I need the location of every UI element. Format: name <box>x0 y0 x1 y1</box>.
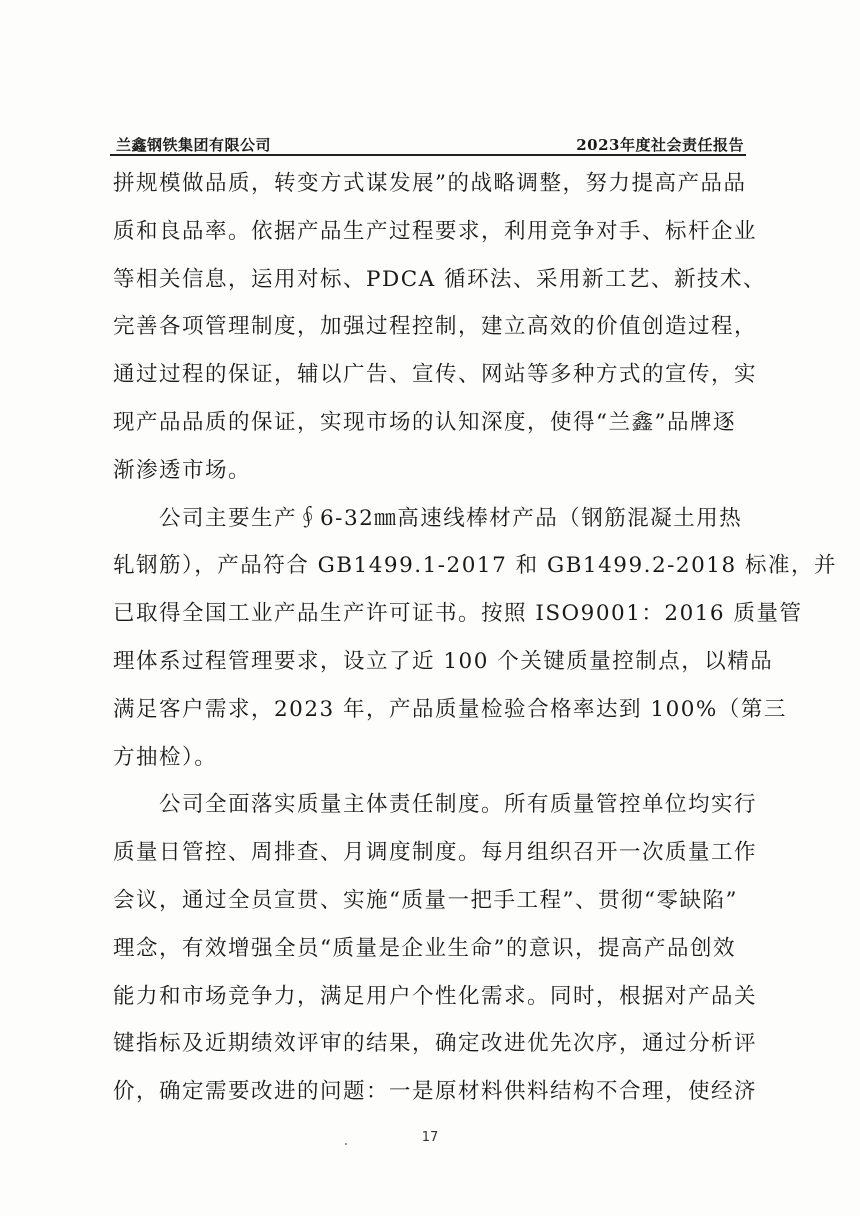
text-line: 方抽检）。 <box>113 744 218 770</box>
text-line: 完善各项管理制度，加强过程控制，建立高效的价值创造过程， <box>113 314 758 340</box>
text-line: 理体系过程管理要求，设立了近 100 个关键质量控制点，以精品 <box>113 648 774 674</box>
text-line: 渐渗透市场。 <box>113 457 252 483</box>
company-name: 兰鑫钢铁集团有限公司 <box>116 136 272 154</box>
page-number: 17 <box>421 1130 439 1145</box>
text-line: 公司全面落实质量主体责任制度。所有质量管控单位均实行 <box>159 792 758 818</box>
text-line: 质和良品率。依据产品生产过程要求，利用竞争对手、标杆企业 <box>113 218 758 244</box>
text-line: 满足客户需求，2023 年，产品质量检验合格率达到 100%（第三 <box>113 696 787 722</box>
text-line: 能力和市场竞争力，满足用户个性化需求。同时，根据对产品关 <box>113 983 758 1009</box>
text-line: 已取得全国工业产品生产许可证书。按照 ISO9001：2016 质量管 <box>113 601 803 627</box>
text-line: 质量日管控、周排查、月调度制度。每月组织召开一次质量工作 <box>113 840 758 866</box>
text-line: 现产品品质的保证，实现市场的认知深度，使得“兰鑫”品牌逐 <box>113 409 736 435</box>
body-text <box>113 160 837 1116</box>
text-line: 价，确定需要改进的问题：一是原材料供料结构不合理，使经济 <box>113 1079 758 1105</box>
text-line: 公司主要生产∮6-32㎜高速线棒材产品（钢筋混凝土用热 <box>159 505 743 531</box>
text-line: 拼规模做品质，转变方式谋发展”的战略调整，努力提高产品品 <box>113 171 747 196</box>
text-line: 等相关信息，运用对标、PDCA 循环法、采用新工艺、新技术、 <box>113 266 767 292</box>
scan-speck <box>345 1143 347 1145</box>
text-line: 通过过程的保证，辅以广告、宣传、网站等多种方式的宣传，实 <box>113 362 758 388</box>
page-header <box>110 132 746 156</box>
text-line: 轧钢筋），产品符合 GB1499.1-2017 和 GB1499.2-2018 标准，并 <box>113 553 837 579</box>
report-title: 2023年度社会责任报告 <box>576 136 744 154</box>
text-line: 理念，有效增强全员“质量是企业生命”的意识，提高产品创效 <box>113 935 736 961</box>
text-line: 键指标及近期绩效评审的结果，确定改进优先次序，通过分析评 <box>113 1031 758 1057</box>
text-line: 会议，通过全员宣贯、实施“质量一把手工程”、贯彻“零缺陷” <box>113 887 738 913</box>
